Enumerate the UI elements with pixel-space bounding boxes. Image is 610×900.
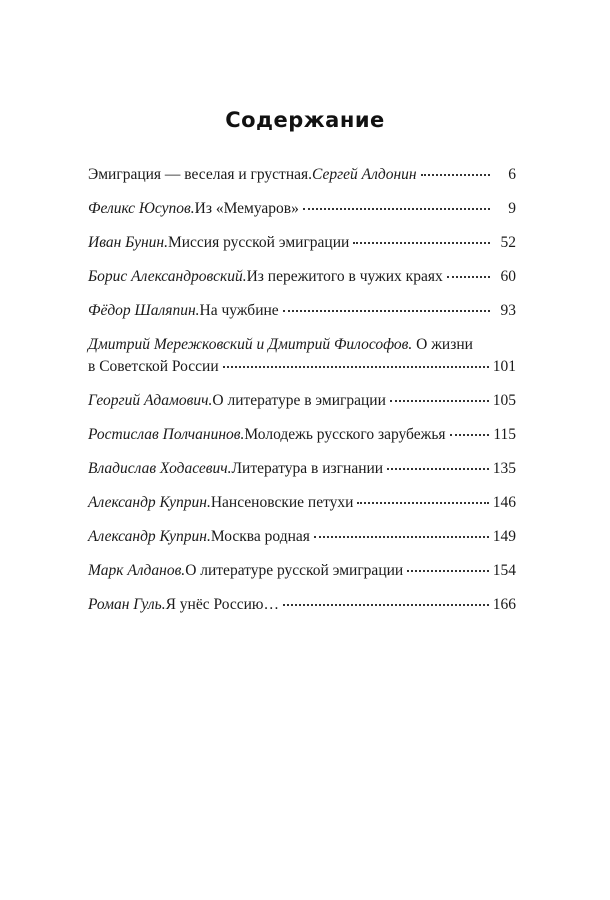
entry-author: Иван Бунин. [88, 234, 168, 251]
entry-author: Феликс Юсупов. [88, 200, 195, 217]
leader-dots [353, 242, 490, 244]
entry-title: О литературе русской эмиграции [185, 562, 404, 579]
entry-author: Роман Гуль. [88, 596, 166, 613]
entry-page: 101 [492, 358, 516, 375]
entry-author: Ростислав Полчанинов. [88, 426, 245, 443]
leader-dots [447, 276, 490, 278]
leader-dots [357, 502, 488, 504]
entry-title: Из «Мемуаров» [194, 200, 299, 217]
entry-page: 93 [500, 302, 516, 319]
toc-entry [88, 594, 516, 616]
entry-title: Нансеновские петухи [210, 494, 354, 511]
entry-page: 52 [500, 234, 516, 251]
entry-page: 146 [492, 494, 516, 511]
entry-author: Александр Куприн. [88, 528, 211, 545]
toc-entry [88, 560, 516, 582]
entry-title: Москва родная [210, 528, 310, 545]
entry-title: Из пережитого в чужих краях [246, 268, 443, 285]
entry-page: 105 [492, 392, 516, 409]
entry-author: Георгий Адамович. [88, 392, 213, 409]
toc-entry [88, 164, 516, 186]
entry-page: 60 [500, 268, 516, 285]
entry-author: Владислав Ходасевич. [88, 460, 232, 477]
leader-dots [407, 570, 489, 572]
page-title: Содержание [225, 108, 385, 132]
entry-author: Дмитрий Мережковский и Дмитрий Философов. [88, 336, 413, 353]
toc-entry [88, 300, 516, 322]
leader-dots [223, 366, 489, 368]
toc-entry [88, 424, 516, 446]
entry-author: Марк Алданов. [88, 562, 186, 579]
toc-entry [88, 266, 516, 288]
entry-line-2 [88, 356, 516, 378]
entry-page: 115 [493, 426, 516, 443]
entry-line-1 [88, 334, 516, 356]
toc-entry [88, 390, 516, 412]
toc-entry [88, 526, 516, 548]
entry-page: 135 [492, 460, 516, 477]
entry-page: 149 [492, 528, 516, 545]
leader-dots [303, 208, 490, 210]
toc-entry [88, 458, 516, 480]
entry-page: 9 [508, 200, 516, 217]
entry-title: О жизни [412, 336, 473, 353]
leader-dots [390, 400, 489, 402]
leader-dots [387, 468, 489, 470]
entry-page: 154 [492, 562, 516, 579]
leader-dots [450, 434, 490, 436]
entry-title: На чужбине [199, 302, 279, 319]
entry-title: Я унёс Россию… [165, 596, 279, 613]
entry-title: Молодежь русского зарубежья [244, 426, 446, 443]
entry-author: Александр Куприн. [88, 494, 211, 511]
leader-dots [283, 604, 489, 606]
leader-dots [421, 174, 490, 176]
entry-title: Миссия русской эмиграции [167, 234, 350, 251]
entry-author: Фёдор Шаляпин. [88, 302, 200, 319]
leader-dots [283, 310, 490, 312]
toc-entry [88, 492, 516, 514]
entry-title: Литература в изгнании [231, 460, 384, 477]
entry-title-cont: в Советской России [88, 358, 219, 375]
entry-title: Эмиграция — веселая и грустная. [88, 166, 313, 183]
leader-dots [314, 536, 489, 538]
toc-entry [88, 232, 516, 254]
entry-page: 166 [492, 596, 516, 613]
entry-author: Борис Александровский. [88, 268, 247, 285]
toc-entry [88, 334, 516, 378]
entry-title: О литературе в эмиграции [212, 392, 386, 409]
entry-page: 6 [508, 166, 516, 183]
entry-author: Сергей Алдонин [312, 166, 417, 183]
toc-entry [88, 198, 516, 220]
